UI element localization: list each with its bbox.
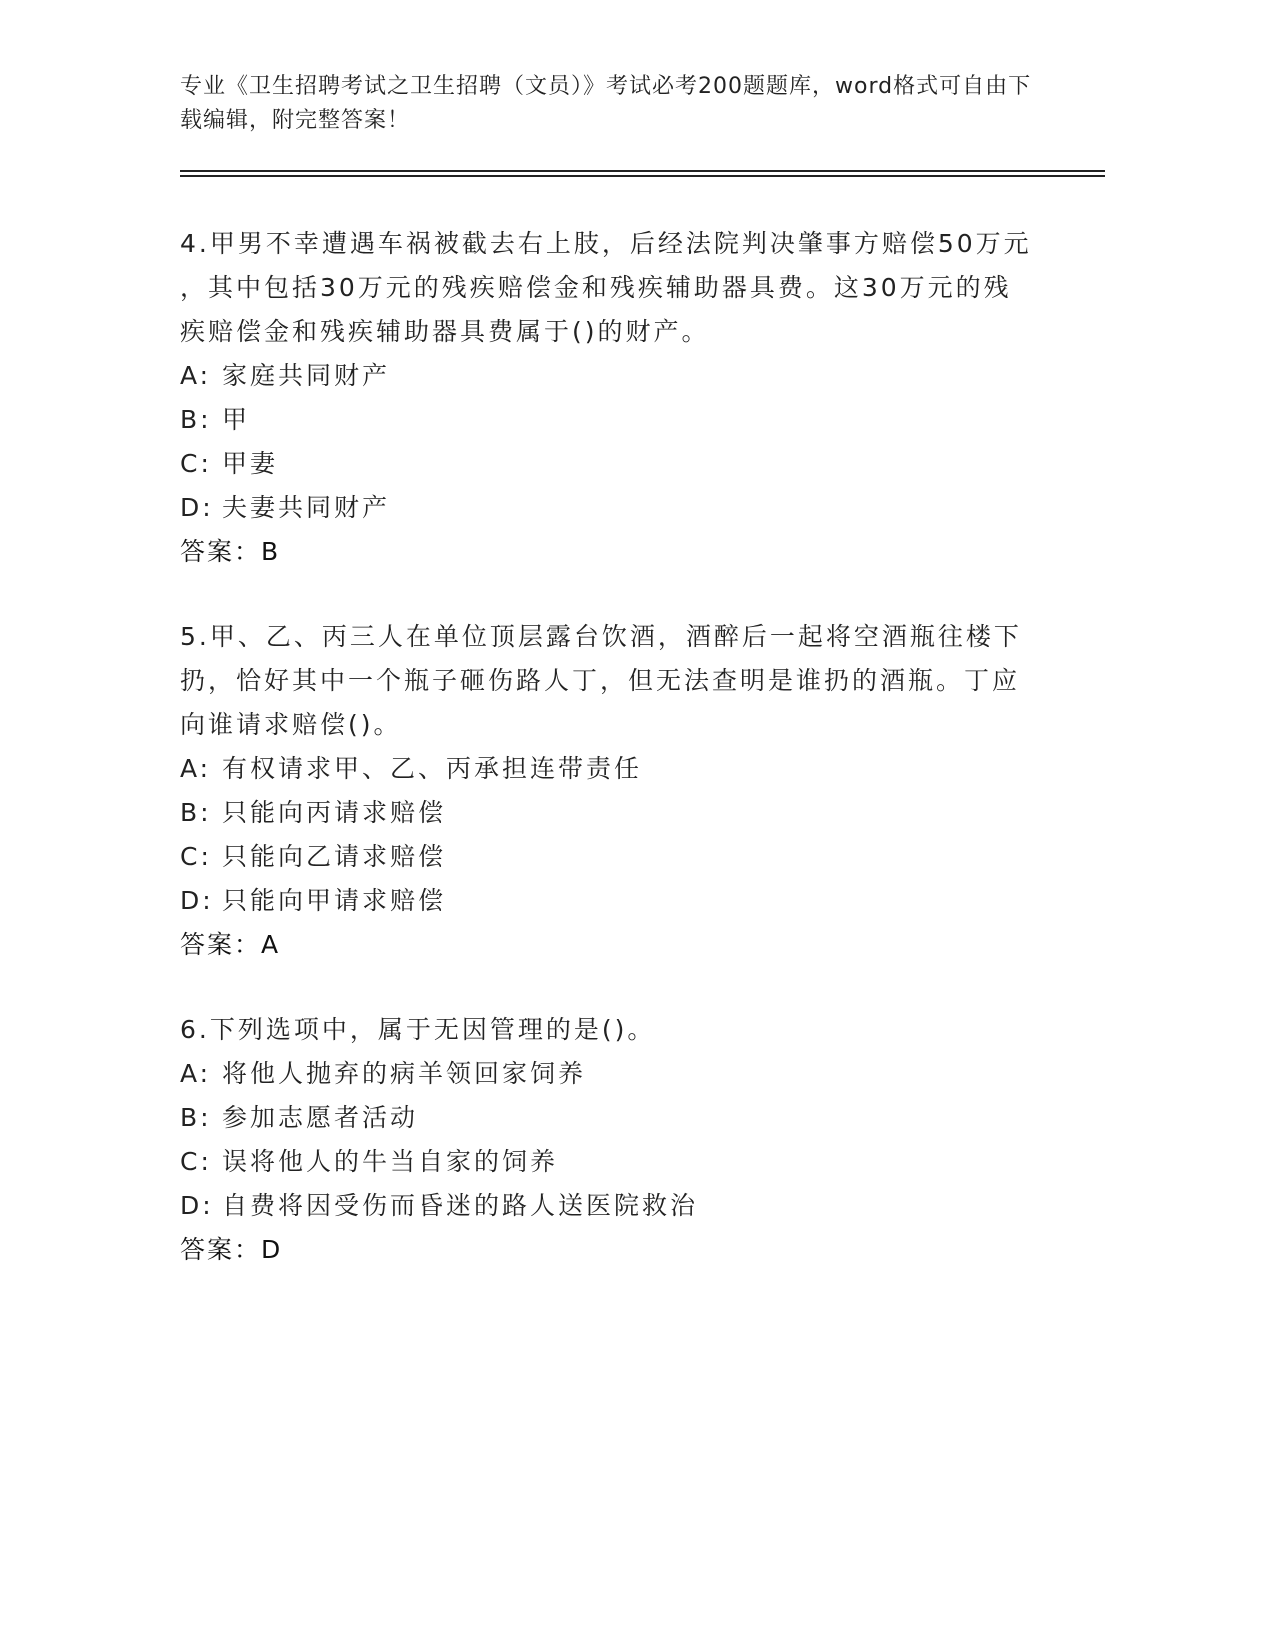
option-letter: D: (180, 493, 214, 522)
option-text: 只能向丙请求赔偿 (222, 798, 447, 827)
question-4-stem-line-2: ，其中包括30万元的残疾赔偿金和残疾辅助器具费。这30万元的残 (180, 273, 1012, 302)
question-5-option-d (180, 879, 1040, 923)
question-5-stem-line-3: 向谁请求赔偿()。 (180, 710, 402, 739)
question-4-stem-line-3: 疾赔偿金和残疾辅助器具费属于()的财产。 (180, 317, 710, 346)
question-5-stem-line-2: 扔，恰好其中一个瓶子砸伤路人丁，但无法查明是谁扔的酒瓶。丁应 (180, 666, 1021, 695)
option-text: 甲妻 (222, 449, 279, 478)
option-text: 只能向乙请求赔偿 (222, 842, 447, 871)
question-5-answer: 答案：A (180, 930, 281, 959)
option-text: 将他人抛弃的病羊领回家饲养 (222, 1059, 587, 1088)
question-5-option-a (180, 747, 1040, 791)
question-4-option-a (180, 354, 1040, 398)
option-letter: C: (180, 449, 212, 478)
option-text: 只能向甲请求赔偿 (222, 886, 447, 915)
option-text: 甲 (222, 405, 251, 434)
question-6-answer: 答案：D (180, 1235, 283, 1264)
option-text: 自费将因受伤而昏迷的路人送医院救治 (222, 1191, 699, 1220)
header-divider-top (180, 170, 1105, 172)
option-letter: A: (180, 754, 212, 783)
question-6-stem-line-1: 6.下列选项中，属于无因管理的是()。 (180, 1015, 656, 1044)
question-4-option-b (180, 398, 1040, 442)
question-4-option-c (180, 442, 1040, 486)
question-6-option-d (180, 1184, 1040, 1228)
option-letter: D: (180, 886, 214, 915)
question-4-stem-line-1: 4.甲男不幸遭遇车祸被截去右上肢，后经法院判决肇事方赔偿50万元 (180, 229, 1032, 258)
question-5-option-b (180, 791, 1040, 835)
question-4-answer: 答案：B (180, 537, 281, 566)
option-text: 夫妻共同财产 (222, 493, 391, 522)
question-6-option-b (180, 1096, 1040, 1140)
option-letter: B: (180, 1103, 212, 1132)
document-header: 专业《卫生招聘考试之卫生招聘（文员）》考试必考200题题库，word格式可自由下载编辑，附完整答案！ (180, 74, 1032, 133)
option-text: 误将他人的牛当自家的饲养 (222, 1147, 559, 1176)
question-6-option-c (180, 1140, 1040, 1184)
option-text: 家庭共同财产 (222, 361, 391, 390)
option-letter: C: (180, 1147, 212, 1176)
question-4 (180, 222, 1040, 574)
question-5 (180, 615, 1040, 967)
option-letter: A: (180, 1059, 212, 1088)
question-6-option-a (180, 1052, 1040, 1096)
option-letter: A: (180, 361, 212, 390)
question-4-option-d (180, 486, 1040, 530)
option-text: 参加志愿者活动 (222, 1103, 419, 1132)
option-text: 有权请求甲、乙、丙承担连带责任 (222, 754, 643, 783)
header-divider-bottom (180, 175, 1105, 177)
question-5-option-c (180, 835, 1040, 879)
option-letter: D: (180, 1191, 214, 1220)
option-letter: B: (180, 798, 212, 827)
option-letter: B: (180, 405, 212, 434)
question-6 (180, 1008, 1040, 1272)
option-letter: C: (180, 842, 212, 871)
question-5-stem-line-1: 5.甲、乙、丙三人在单位顶层露台饮酒，酒醉后一起将空酒瓶往楼下 (180, 622, 1022, 651)
